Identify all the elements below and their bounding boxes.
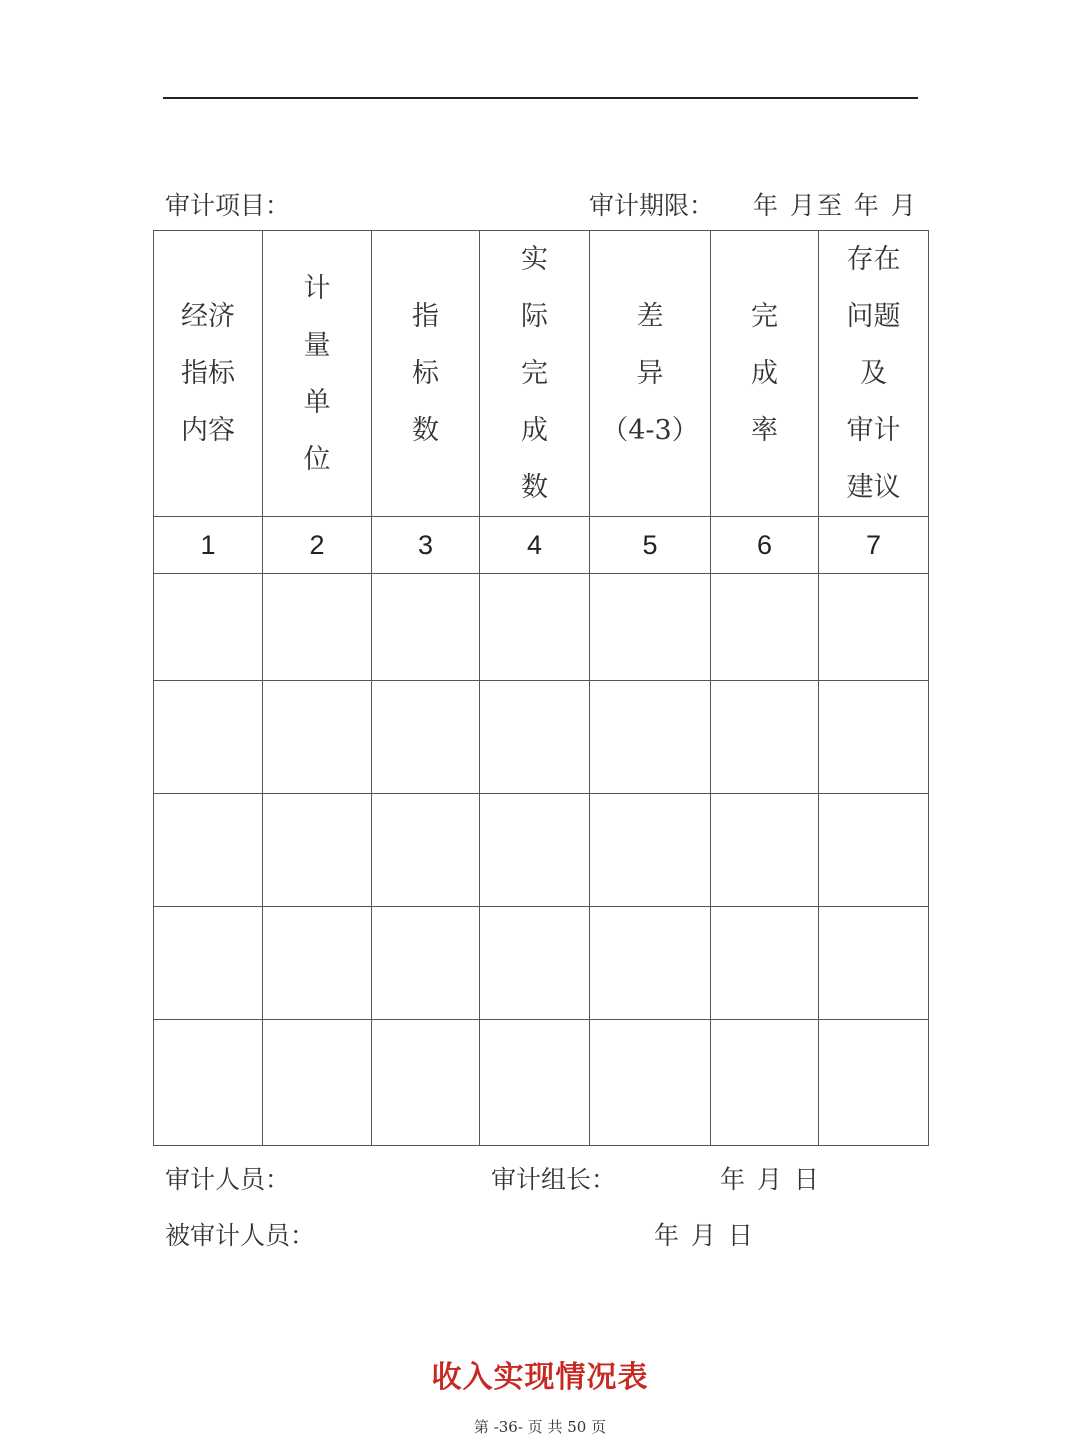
table-cell[interactable] <box>711 574 819 681</box>
table-row <box>154 907 929 1020</box>
table-cell[interactable] <box>819 907 929 1020</box>
table-row <box>154 1020 929 1146</box>
table-cell[interactable] <box>711 681 819 794</box>
table-cell[interactable] <box>372 681 480 794</box>
table-cell[interactable] <box>819 681 929 794</box>
table-row <box>154 574 929 681</box>
table-cell[interactable] <box>154 794 263 907</box>
header-text: 标 <box>412 358 439 389</box>
table-cell[interactable] <box>711 794 819 907</box>
column-number-7: 7 <box>819 517 929 574</box>
header-cell-7 <box>819 231 929 517</box>
column-number-2: 2 <box>263 517 372 574</box>
table-cell[interactable] <box>372 907 480 1020</box>
table-cell[interactable] <box>372 794 480 907</box>
header-text: 存在 <box>846 244 901 275</box>
header-cell-2 <box>263 231 372 517</box>
auditee-sign-date: 年 月 日 <box>654 1221 755 1250</box>
column-number-row <box>154 517 929 574</box>
column-number-1: 1 <box>154 517 263 574</box>
table-cell[interactable] <box>154 681 263 794</box>
auditee-label: 被审计人员： <box>165 1221 316 1250</box>
table-cell[interactable] <box>590 907 711 1020</box>
table-cell[interactable] <box>263 574 372 681</box>
header-text: 成 <box>751 358 778 389</box>
table-cell[interactable] <box>590 794 711 907</box>
audit-item-label: 审计项目： <box>165 191 291 220</box>
header-text: 成 <box>521 415 548 446</box>
header-text: 建议 <box>846 472 901 503</box>
header-text: 问题 <box>846 301 901 332</box>
table-cell[interactable] <box>263 681 372 794</box>
table-cell[interactable] <box>372 574 480 681</box>
column-number-3: 3 <box>372 517 480 574</box>
table-cell[interactable] <box>590 574 711 681</box>
table-row <box>154 794 929 907</box>
header-text: 指 <box>412 301 439 332</box>
next-section-title: 收入实现情况表 <box>431 1360 649 1395</box>
header-text: 计 <box>303 272 331 304</box>
header-text: 完 <box>751 301 778 332</box>
table-cell[interactable] <box>480 907 590 1020</box>
table-cell[interactable] <box>154 1020 263 1146</box>
table-cell[interactable] <box>711 907 819 1020</box>
table-cell[interactable] <box>480 1020 590 1146</box>
header-cell-1 <box>154 231 263 517</box>
header-text: 完 <box>521 358 548 389</box>
table-cell[interactable] <box>372 1020 480 1146</box>
sign-date: 年 月 日 <box>720 1165 821 1194</box>
table-cell[interactable] <box>819 1020 929 1146</box>
table-row <box>154 681 929 794</box>
header-row <box>154 231 929 517</box>
header-text: 实 <box>521 244 548 275</box>
audit-period-label: 审计期限： <box>589 191 715 220</box>
column-number-5: 5 <box>590 517 711 574</box>
table-cell[interactable] <box>590 681 711 794</box>
header-text: 际 <box>521 301 548 332</box>
table-cell[interactable] <box>154 907 263 1020</box>
header-text: 差 <box>636 301 664 332</box>
header-cell-5 <box>590 231 711 517</box>
table-cell[interactable] <box>263 794 372 907</box>
header-cell-6 <box>711 231 819 517</box>
header-text: 单 <box>303 386 331 418</box>
header-text: 及 <box>860 358 887 389</box>
auditors-label: 审计人员： <box>165 1165 291 1194</box>
table-cell[interactable] <box>263 1020 372 1146</box>
table-cell[interactable] <box>480 574 590 681</box>
table-cell[interactable] <box>263 907 372 1020</box>
header-text: 数 <box>412 415 439 446</box>
economic-indicator-table <box>153 230 929 1146</box>
header-cell-3 <box>372 231 480 517</box>
table-cell[interactable] <box>154 574 263 681</box>
header-text: 数 <box>521 472 548 503</box>
team-leader-label: 审计组长： <box>491 1165 617 1194</box>
table-cell[interactable] <box>819 574 929 681</box>
page-number-footer: 第 -36- 页 共 50 页 <box>473 1418 607 1436</box>
header-text: 审计 <box>846 415 901 446</box>
table-cell[interactable] <box>480 794 590 907</box>
column-number-4: 4 <box>480 517 590 574</box>
table-cell[interactable] <box>480 681 590 794</box>
column-number-6: 6 <box>711 517 819 574</box>
header-text: 量 <box>303 329 331 361</box>
table-cell[interactable] <box>590 1020 711 1146</box>
table-cell[interactable] <box>819 794 929 907</box>
table-cell[interactable] <box>711 1020 819 1146</box>
header-cell-4 <box>480 231 590 517</box>
header-text: （4-3） <box>601 415 699 446</box>
table-body <box>154 574 929 1146</box>
header-text: 指标 <box>181 358 235 389</box>
audit-period-value: 年 月至 年 月 <box>753 191 918 220</box>
header-text: 内容 <box>181 415 235 446</box>
header-text: 位 <box>303 443 331 475</box>
top-rule <box>163 97 918 99</box>
header-text: 异 <box>636 358 664 389</box>
header-text: 经济 <box>181 301 235 332</box>
header-text: 率 <box>751 415 778 446</box>
